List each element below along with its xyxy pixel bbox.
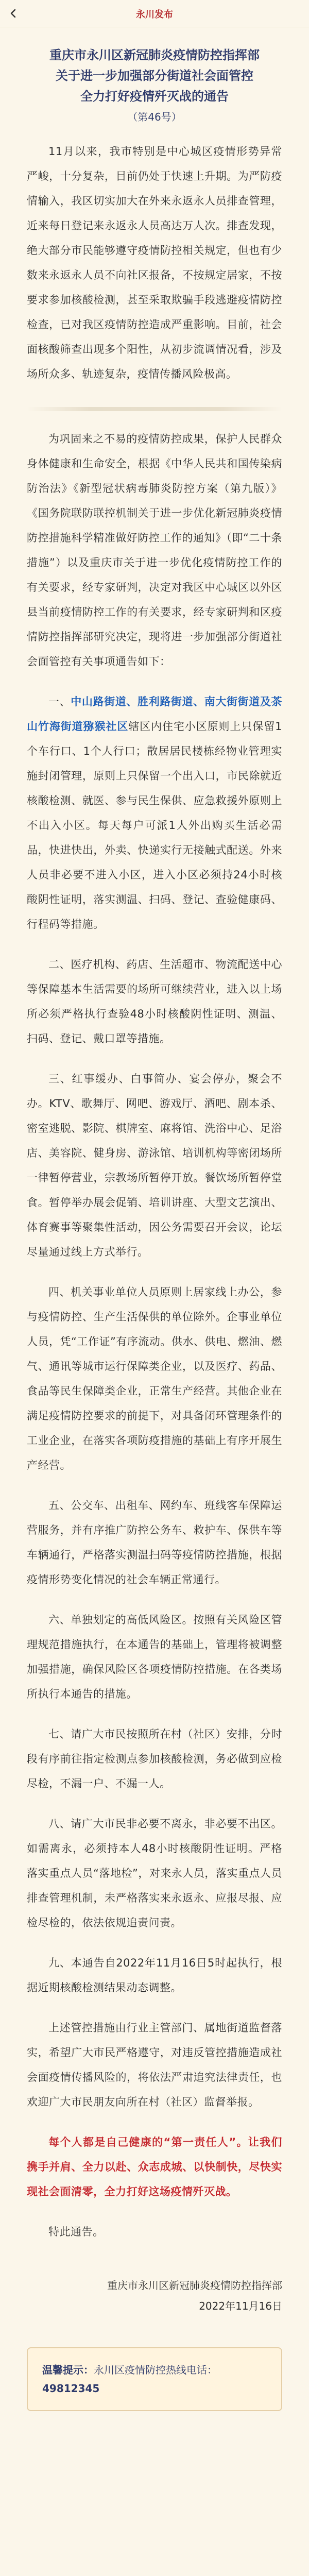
notice-issue-number: （第46号） [127, 111, 182, 123]
item-6 [27, 1607, 282, 1706]
item-1 [27, 689, 282, 937]
item-4-text: 机关事业单位人员原则上居家线上办公，参与疫情防控、生产生活保供的单位除外。企事业单位人员，凭“工作证”有序流动。供水、供电、燃油、燃气、通讯等城市运行保障类企业，以及医疗、药品、食品等民生保障类企业，正常生产经营。其他企业在满足疫情防控要求的前提下，对具备闭环管理条件的工业企业，在落实各项防疫措施的基础上有序开展生产经营。 [27, 1286, 282, 1471]
article-content [0, 27, 309, 2411]
intro-paragraph: 11月以来，我市特别是中心城区疫情形势异常严峻，十分复杂，目前仍处于快速上升期。为严防疫情输入，我区切实加大在外来永返永人员排查管理，近来每日登记来永返永人员高达万人次。排查发现，绝大部分市民能够遵守疫情防控相关规定，但也有少数来永返永人员不向社区报备，不按规定居家，不按要求参加核酸检测，甚至采取欺骗手段逃避疫情防控检查，已对我区疫情防控造成严重影响。目前，社会面核酸筛查出现多个阳性，从初步流调情况看，涉及场所众多、轨迹复杂，疫情传播风险极高。 [27, 145, 282, 380]
tip-text: 永川区疫情防控热线电话： [94, 2364, 217, 2376]
item-2-text: 医疗机构、药店、生活超市、物流配送中心等保障基本生活需要的场所可继续营业，进入以上场所必须严格执行查验48小时核酸阴性证明、测温、扫码、登记、戴口罩等措施。 [27, 958, 282, 1045]
signature-block [27, 2275, 282, 2316]
item-5-lead: 五、 [48, 1499, 71, 1512]
item-1-text: 辖区内住宅小区原则上只保留1个车行口、1个人行口；散居居民楼栋经物业管理实施封闭管理，原则上只保留一个出入口，市民除就近核酸检测、就医、参与民生保供、应急救援外原则上不出入小区。每天每户可派1人外出购买生活必需品，快进快出，外卖、快递实行无接触式配送。外来人员非必要不进入小区，进入小区必须持24小时核酸阴性证明，落实测温、扫码、登记、查验健康码、行程码等措施。 [27, 720, 282, 930]
item-5 [27, 1493, 282, 1592]
section-divider [27, 407, 282, 411]
item-1-lead: 一、 [48, 696, 71, 708]
signature-date: 2022年11月16日 [199, 2300, 282, 2312]
item-3 [27, 1066, 282, 1264]
notice-title [27, 45, 282, 107]
item-6-text: 单独划定的高低风险区。按照有关风险区管理规范措施执行，在本通告的基础上，管理将被调整加强措施，确保风险区各项疫情防控措施。在各类场所执行本通告的措施。 [27, 1614, 282, 1700]
item-7-lead: 七、 [48, 1728, 71, 1740]
item-9-text: 本通告自2022年11月16日5时起执行，根据近期核酸检测结果动态调整。 [27, 1957, 282, 1994]
top-bar [0, 0, 309, 27]
item-4 [27, 1280, 282, 1478]
tip-phone[interactable]: 49812345 [42, 2382, 100, 2395]
item-3-text: 红事缓办、白事简办、宴会停办，聚会不办。KTV、歌舞厅、网吧、游戏厅、酒吧、剧本杀、密室逃脱、影院、棋牌室、麻将馆、洗浴中心、足浴店、美容院、健身房、游泳馆、培训机构等密闭场所一律暂停营业，宗教场所暂停开放。餐饮场所暂停堂食。暂停举办展会促销、培训讲座、大型文艺演出、体育赛事等聚集性活动，因公务需要召开会议，论坛尽量通过线上方式举行。 [27, 1073, 283, 1258]
hotline-tip [27, 2347, 282, 2411]
topbar-title: 永川发布 [136, 9, 173, 20]
item-7-text: 请广大市民按照所在村（社区）安排，分时段有序前往指定检测点参加核酸检测，务必做到应检尽检，不漏一户、不漏一人。 [27, 1728, 282, 1790]
closing-paragraph: 上述管控措施由行业主管部门、属地街道监督落实，希望广大市民严格遵守，对违反管控措施造成社会面疫情传播风险的，将依法严肃追究法律责任，也欢迎广大市民朋友向所在村（社区）监督举报。 [27, 2022, 282, 2108]
item-2 [27, 952, 282, 1051]
item-6-lead: 六、 [48, 1614, 71, 1626]
item-5-text: 公交车、出租车、网约车、班线客车保障运营服务，并有序推广防控公务车、救护车、保供车等车辆通行，严格落实测温扫码等疫情防控措施，根据疫情形势变化情况的社会车辆正常通行。 [27, 1499, 282, 1586]
item-9 [27, 1951, 282, 2000]
item-2-lead: 二、 [48, 958, 71, 971]
item-1-highlight: 中山路街道、胜利路街道、南大街街道及茶山竹海街道猕猴社区 [27, 696, 282, 733]
notice-title-line-2: 关于进一步加强部分街道社会面管控 [56, 69, 253, 83]
call-to-action: 每个人都是自己健康的“第一责任人”。让我们携手并肩、全力以赴、众志成城、以快制快，尽快实现社会面清零，全力打好这场疫情歼灭战。 [27, 2136, 282, 2198]
item-9-lead: 九、 [48, 1957, 71, 1969]
closing-line: 特此通告。 [48, 2226, 104, 2238]
notice-title-line-1: 重庆市永川区新冠肺炎疫情防控指挥部 [49, 48, 260, 62]
item-4-lead: 四、 [48, 1286, 71, 1298]
item-3-lead: 三、 [48, 1073, 72, 1085]
item-8-lead: 八、 [48, 1818, 71, 1830]
item-8-text: 请广大市民非必要不离永，非必要不出区。如需离永，必须持本人48小时核酸阴性证明。严格落实重点人员“落地检”，对来永人员，落实重点人员排查管理机制，未严格落实来永返永、应报尽报、应检尽检的，依法依规追责问责。 [27, 1818, 282, 1929]
basis-paragraph: 为巩固来之不易的疫情防控成果，保护人民群众身体健康和生命安全，根据《中华人民共和国传染病防治法》《新型冠状病毒肺炎防控方案（第九版）》《国务院联防联控机制关于进一步优化新冠肺炎疫情防控措施科学精准做好防控工作的通知》（即“二十条措施”）以及重庆市关于进一步优化疫情防控工作的有关要求，经专家研判，决定对我区中心城区以外区县当前疫情防控工作的有关要求，经专家研判和区疫情防控指挥部研究决定，现将进一步加强部分街道社会面管控有关事项通告如下： [27, 433, 282, 668]
signature-org: 重庆市永川区新冠肺炎疫情防控指挥部 [107, 2279, 282, 2292]
item-7 [27, 1722, 282, 1796]
item-8 [27, 1811, 282, 1935]
tip-label: 温馨提示： [42, 2364, 94, 2376]
notice-title-line-3: 全力打好疫情歼灭战的通告 [80, 89, 229, 104]
